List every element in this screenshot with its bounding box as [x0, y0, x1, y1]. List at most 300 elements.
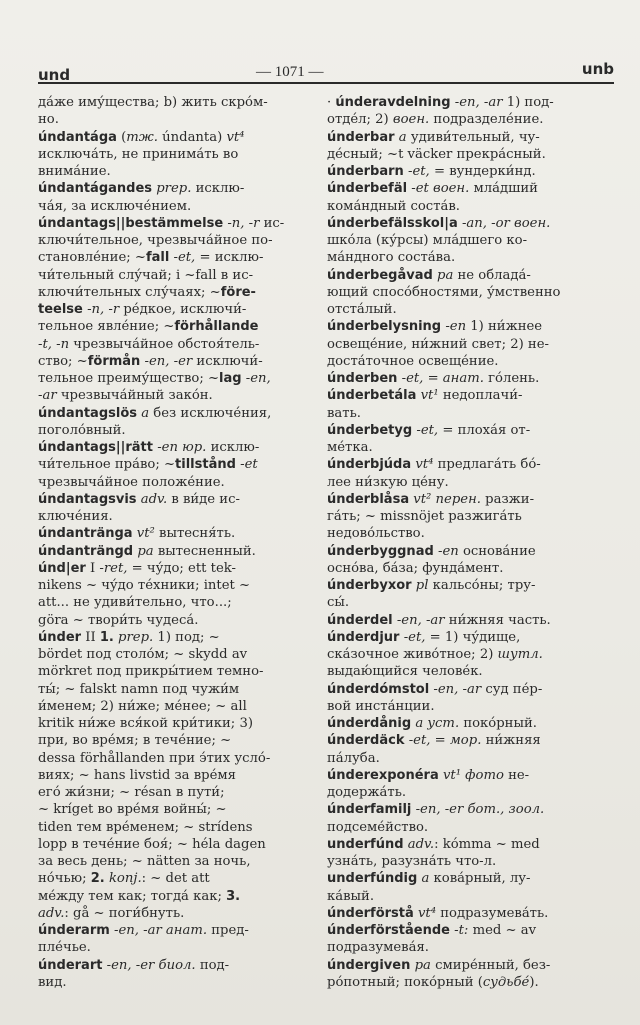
text-line	[327, 456, 610, 473]
text-segment: поголо́вный.	[38, 422, 126, 438]
text-line	[327, 681, 610, 698]
headword: únderdómstol	[327, 681, 430, 697]
text-segment: под-	[195, 957, 230, 973]
grammar-label: vt¹	[420, 388, 439, 404]
text-segment: = плоха́я от-	[438, 422, 531, 438]
text-segment: ни́жняя часть.	[444, 612, 551, 628]
grammar-label: adv.	[140, 491, 168, 507]
text-segment: осно́ва, ба́за; фунда́мент.	[327, 560, 504, 576]
text-segment: 1) под; ~	[153, 629, 220, 645]
grammar-label: -en	[437, 543, 459, 559]
text-segment: узна́ть, разузна́ть что-л.	[327, 854, 497, 869]
text-segment: : gå ~ поги́бнуть.	[64, 905, 185, 921]
text-line	[38, 957, 290, 974]
text-line	[38, 301, 290, 318]
text-line	[327, 336, 610, 353]
text-line	[38, 663, 290, 680]
text-line	[327, 318, 610, 335]
grammar-label: -en, -ar	[454, 95, 503, 110]
text-line	[38, 939, 290, 956]
text-line	[327, 198, 610, 215]
text-segment: его́ жи́зни; ~ résan в пути́;	[38, 785, 225, 800]
text-segment: да́же иму́щества; b) жить скро́м-	[38, 95, 268, 110]
headword: tillstånd	[175, 457, 236, 473]
text-line	[327, 387, 610, 404]
text-segment: не-	[503, 767, 530, 783]
headword: úndantags||rätt	[38, 440, 153, 455]
headword: únderbetyg	[327, 422, 413, 438]
text-line	[327, 853, 610, 870]
text-segment: 1) ни́жнее	[466, 319, 543, 335]
text-line	[38, 422, 290, 439]
text-line	[38, 767, 290, 784]
text-segment: поко́рный.	[459, 716, 537, 731]
text-line	[327, 111, 610, 128]
text-line	[327, 180, 610, 197]
headword: únderbelysning	[327, 319, 442, 335]
text-segment: основа́ние	[458, 543, 536, 559]
text-line	[38, 439, 290, 456]
headword: úndantagsvis	[38, 491, 137, 507]
headword: úndantágandes	[38, 181, 153, 197]
left-guide-word: und	[38, 66, 71, 84]
headword: únderavdelning	[335, 95, 451, 110]
grammar-label: -en, -er биол.	[106, 957, 196, 973]
text-line	[38, 232, 290, 249]
text-segment: вид.	[38, 974, 67, 990]
text-segment: выдаю́щийся челове́к.	[327, 664, 483, 680]
text-line	[38, 870, 290, 887]
text-segment: чрезвыча́йный зако́н.	[56, 388, 213, 404]
headword: före-	[220, 284, 256, 300]
headword: úndanträngd	[38, 543, 134, 559]
text-segment: вой инста́нции.	[327, 698, 435, 714]
headword: únderbyggnad	[327, 543, 434, 559]
headword: fall	[145, 250, 170, 266]
headword: únderdjur	[327, 629, 400, 645]
text-line	[38, 163, 290, 180]
text-segment: недоплачи́-	[438, 388, 523, 404]
text-line	[38, 612, 290, 629]
text-line	[327, 508, 610, 525]
grammar-label: -n, -r	[87, 302, 120, 317]
right-column	[327, 94, 610, 991]
text-line	[38, 853, 290, 870]
text-line	[38, 560, 290, 577]
grammar-label: -ar	[38, 388, 57, 404]
headword: únder	[38, 629, 82, 645]
grammar-label: -t:	[454, 923, 469, 938]
text-segment: med ~ av	[468, 923, 537, 938]
header-rule	[38, 82, 614, 84]
text-line	[38, 974, 290, 991]
text-line	[327, 491, 610, 508]
text-segment: кома́ндный соста́в.	[327, 198, 460, 214]
text-segment: сы́.	[327, 595, 350, 611]
text-line	[327, 146, 610, 163]
headword: 3.	[226, 888, 241, 904]
grammar-label: a уст.	[415, 716, 460, 731]
text-line	[38, 784, 290, 801]
grammar-label: vt¹ фото	[442, 767, 504, 783]
headword: únderbefälsskol|a	[327, 215, 458, 231]
grammar-label: -en, -ar	[396, 612, 445, 628]
text-segment: за весь день; ~ nätten за ночь,	[38, 854, 251, 869]
headword: förhållande	[174, 319, 259, 335]
headword: teelse	[38, 302, 83, 317]
text-line	[327, 525, 610, 542]
text-segment: без исключе́ния,	[149, 405, 272, 421]
headword: únderdäck	[327, 733, 405, 749]
text-segment: tiden тем вре́менем; ~ strídens	[38, 819, 253, 835]
text-line	[38, 698, 290, 715]
text-line	[38, 94, 290, 111]
text-segment: исключи́-	[192, 353, 263, 369]
text-segment: смире́нный, без-	[430, 957, 551, 973]
right-guide-word: unb	[581, 60, 614, 78]
text-line	[327, 870, 610, 887]
text-segment: кова́рный, лу-	[429, 871, 531, 887]
text-segment: га́ть; ~ missnöjet разжига́ть	[327, 509, 522, 524]
text-segment: мла́дший	[469, 181, 538, 197]
text-line	[327, 439, 610, 456]
headword: úndantagslös	[38, 405, 137, 421]
text-segment: ро́потный; поко́рный (	[327, 974, 483, 990]
text-segment: kritik ни́же вся́кой кри́тики; 3)	[38, 716, 253, 731]
grammar-label: -ret,	[99, 560, 128, 576]
text-segment: тельное явле́ние; ~	[38, 319, 175, 335]
text-segment: (	[116, 129, 127, 145]
grammar-label: a	[141, 405, 150, 421]
grammar-label: vt²	[136, 526, 155, 542]
text-line	[327, 301, 610, 318]
text-line	[327, 232, 610, 249]
text-segment: bördet под столо́м; ~ skydd av	[38, 647, 248, 662]
grammar-label: воен.	[392, 112, 430, 128]
text-line	[327, 94, 610, 111]
text-segment: = исклю-	[195, 250, 264, 266]
text-segment: = чу́до; ett tek-	[127, 560, 236, 576]
grammar-label: -en, -er	[144, 353, 193, 369]
text-segment: но́чью;	[38, 871, 91, 887]
grammar-label: adv.	[38, 905, 65, 921]
text-line	[327, 957, 610, 974]
text-line	[38, 405, 290, 422]
headword: únderbyxor	[327, 578, 412, 593]
headword: únderbefäl	[327, 181, 408, 197]
text-segment: = вундерки́нд.	[429, 164, 536, 179]
text-segment: ~ kríget во вре́мя войны́; ~	[38, 802, 227, 818]
text-line	[327, 767, 610, 784]
grammar-label: -en, -er бот., зоол.	[415, 802, 545, 818]
text-line	[38, 801, 290, 818]
grammar-label: -et, = мор.	[408, 733, 482, 749]
headword: underfúndig	[327, 871, 418, 887]
headword: únderbarn	[327, 164, 404, 179]
grammar-label: vt⁴	[226, 129, 245, 145]
text-segment: го́лень.	[483, 371, 540, 386]
grammar-label: тж.	[126, 129, 158, 145]
headword: 1.	[99, 629, 114, 645]
grammar-label: -et, = анат.	[401, 371, 484, 386]
grammar-label: -et,	[408, 164, 430, 179]
text-line	[38, 267, 290, 284]
text-line	[38, 249, 290, 266]
text-line	[327, 888, 610, 905]
text-line	[327, 353, 610, 370]
text-line	[327, 663, 610, 680]
grammar-label: -et	[240, 457, 258, 473]
text-line	[38, 543, 290, 560]
text-line	[38, 129, 290, 146]
text-line	[327, 732, 610, 749]
text-segment: ключи́тельное, чрезвыча́йное по-	[38, 233, 273, 248]
text-segment: шко́ла (ку́рсы) мла́дшего ко-	[327, 233, 528, 248]
text-line	[38, 474, 290, 491]
text-line	[327, 922, 610, 939]
text-segment: исключа́ть, не принима́ть во	[38, 146, 239, 162]
grammar-label: -et,	[173, 250, 196, 266]
text-line	[38, 577, 290, 594]
text-segment: ка́вый.	[327, 888, 375, 904]
text-line	[38, 819, 290, 836]
text-line	[327, 474, 610, 491]
text-line	[38, 905, 290, 922]
grammar-label: pl	[415, 578, 429, 593]
headword: únderbar	[327, 129, 395, 145]
page-header	[38, 60, 614, 84]
grammar-label: a	[421, 871, 430, 887]
grammar-label: pa	[137, 543, 154, 559]
text-segment: додержа́ть.	[327, 785, 407, 800]
text-segment: ·	[327, 95, 336, 110]
headword: únderbetála	[327, 388, 417, 404]
text-line	[38, 629, 290, 646]
grammar-label: prep.	[156, 181, 192, 197]
text-segment: чи́тельный слу́чай; i ~fall в ис-	[38, 267, 254, 283]
text-segment: úndanta)	[157, 129, 227, 145]
text-segment: кальсо́ны; тру-	[428, 578, 536, 593]
text-segment: па́луба.	[327, 750, 380, 766]
text-segment: тельное преиму́щество; ~	[38, 371, 220, 386]
text-segment: отста́лый.	[327, 302, 397, 317]
text-segment: ты́; ~ falskt namn под чужи́м	[38, 681, 240, 697]
text-segment: ре́дкое, исключи́-	[119, 302, 247, 317]
text-segment: att... не удиви́тельно, что...;	[38, 595, 232, 611]
text-line	[327, 905, 610, 922]
text-line	[38, 836, 290, 853]
text-line	[38, 750, 290, 767]
text-line	[38, 336, 290, 353]
text-line	[38, 888, 290, 905]
text-line	[327, 819, 610, 836]
text-segment: отде́л; 2)	[327, 112, 393, 128]
text-segment: исклю-	[206, 440, 260, 455]
headword: underfúnd	[327, 836, 404, 852]
text-line	[327, 715, 610, 732]
text-segment: lopp в тече́ние боя́; ~ héla dagen	[38, 836, 266, 852]
text-line	[38, 508, 290, 525]
text-segment: в ви́де ис-	[167, 491, 240, 507]
text-line	[327, 698, 610, 715]
grammar-label: pa	[437, 267, 454, 283]
text-line	[38, 370, 290, 387]
text-line	[327, 939, 610, 956]
text-line	[327, 405, 610, 422]
grammar-label: adv.	[407, 836, 435, 852]
text-segment: недово́льство.	[327, 526, 425, 542]
text-segment: и́менем; 2) ни́же; ме́нее; ~ all	[38, 698, 247, 714]
text-line	[38, 732, 290, 749]
text-line	[327, 249, 610, 266]
text-segment: лее ни́зкую це́ну.	[327, 474, 449, 490]
text-segment: предлага́ть бо́-	[433, 457, 541, 473]
text-segment: удиви́тельный, чу-	[406, 129, 540, 145]
headword: úndantags||bestämmelse	[38, 215, 224, 231]
grammar-label: vt⁴	[415, 457, 434, 473]
headword: únderbegåvad	[327, 267, 433, 283]
grammar-label: pa	[414, 957, 431, 973]
grammar-label: vt² перен.	[413, 491, 481, 507]
text-segment: nikens ~ чу́до те́хники; intet ~	[38, 578, 251, 593]
text-segment: чи́тельное пра́во; ~	[38, 457, 176, 473]
text-line	[38, 387, 290, 404]
text-line	[327, 594, 610, 611]
text-segment: исклю-	[191, 181, 245, 197]
grammar-label: -en	[445, 319, 467, 335]
text-segment: ющий спосо́бностями, у́мственно	[327, 284, 561, 300]
grammar-label: -en,	[245, 371, 271, 386]
grammar-label: vt⁴	[417, 905, 437, 921]
text-line	[327, 543, 610, 560]
text-segment: не облада́-	[453, 267, 531, 283]
text-segment: II	[81, 629, 100, 645]
text-line	[38, 353, 290, 370]
headword: lag	[219, 371, 242, 386]
text-segment: внима́ние.	[38, 164, 111, 179]
text-line	[38, 111, 290, 128]
headword: úndergiven	[327, 957, 411, 973]
left-column	[38, 94, 290, 991]
text-segment: при, во вре́мя; в тече́ние; ~	[38, 733, 232, 749]
text-segment: чрезвыча́йное обстоя́тель-	[69, 336, 260, 352]
headword: únderdel	[327, 612, 393, 628]
text-segment: разжи-	[480, 491, 535, 507]
text-line	[38, 146, 290, 163]
text-line	[38, 198, 290, 215]
text-line	[38, 715, 290, 732]
text-segment: суд пе́р-	[481, 681, 543, 697]
headword: únderblåsa	[327, 491, 410, 507]
text-line	[327, 215, 610, 232]
text-line	[38, 594, 290, 611]
text-line	[327, 784, 610, 801]
grammar-label: konj.	[108, 871, 142, 887]
text-segment: ча́я, за исключе́нием.	[38, 198, 192, 214]
grammar-label: -en, -ar	[433, 681, 482, 697]
text-line	[327, 422, 610, 439]
text-segment: ключе́ния.	[38, 509, 113, 524]
text-segment: ме́жду тем как; тогда́ как;	[38, 888, 227, 904]
text-segment: подразумева́я.	[327, 940, 429, 956]
text-segment: но.	[38, 112, 59, 128]
headword: 2.	[90, 871, 105, 887]
headword: úndantága	[38, 129, 117, 145]
text-segment: = 1) чу́дище,	[425, 629, 521, 645]
text-segment: ма́ндного соста́ва.	[327, 250, 456, 266]
grammar-label: -en, -ar анат.	[113, 923, 208, 938]
text-segment: подразумева́ть.	[436, 905, 549, 921]
text-segment: : ~ det att	[141, 871, 210, 887]
text-segment: : kómma ~ med	[434, 836, 540, 852]
text-line	[38, 180, 290, 197]
text-segment: становле́ние; ~	[38, 250, 146, 266]
text-line	[327, 629, 610, 646]
page-number: — 1071 —	[256, 64, 324, 80]
text-line	[38, 681, 290, 698]
grammar-label: судьбе́	[482, 974, 530, 990]
text-segment: ключи́тельных слу́чаях; ~	[38, 284, 221, 300]
grammar-label: шутл.	[497, 647, 543, 662]
text-segment: виях; ~ hans livstid за вре́мя	[38, 767, 236, 783]
text-segment: пле́чье.	[38, 940, 91, 956]
text-line	[327, 750, 610, 767]
headword: únderarm	[38, 923, 110, 938]
text-line	[327, 129, 610, 146]
headword: únderben	[327, 371, 398, 386]
text-segment: вытесня́ть.	[154, 526, 236, 542]
grammar-label: -t, -n	[38, 336, 70, 352]
text-segment: ).	[529, 974, 539, 990]
text-line	[327, 163, 610, 180]
text-line	[327, 560, 610, 577]
text-segment: подсеме́йство.	[327, 819, 429, 835]
text-line	[38, 456, 290, 473]
text-line	[327, 974, 610, 991]
text-segment: пред-	[207, 923, 249, 938]
headword: únd|er	[38, 560, 86, 576]
text-line	[38, 922, 290, 939]
text-segment: вать.	[327, 405, 361, 421]
text-line	[38, 215, 290, 232]
text-line	[327, 370, 610, 387]
text-line	[327, 801, 610, 818]
headword: förmån	[87, 353, 141, 369]
text-segment: вытесненный.	[153, 543, 256, 559]
text-line	[38, 491, 290, 508]
grammar-label: prep.	[118, 629, 154, 645]
text-line	[327, 646, 610, 663]
grammar-label: -et воен.	[411, 181, 470, 197]
text-segment: ство; ~	[38, 353, 88, 369]
text-segment: доста́точное освеще́ние.	[327, 353, 499, 369]
text-segment: dessa förhållanden при э́тих усло́-	[38, 750, 271, 766]
text-line	[38, 284, 290, 301]
text-segment: I	[85, 560, 100, 576]
grammar-label: -n, -r	[227, 215, 260, 231]
text-segment: освеще́ние, ни́жний свет; 2) не-	[327, 336, 549, 352]
text-line	[327, 267, 610, 284]
text-line	[327, 612, 610, 629]
text-line	[38, 525, 290, 542]
headword: únderbjúda	[327, 457, 412, 473]
grammar-label: -en юр.	[157, 440, 207, 455]
grammar-label: a	[398, 129, 407, 145]
grammar-label: -an, -or воен.	[461, 215, 551, 231]
text-line	[327, 577, 610, 594]
headword: únderförstående	[327, 923, 450, 938]
headword: úndantränga	[38, 526, 133, 542]
